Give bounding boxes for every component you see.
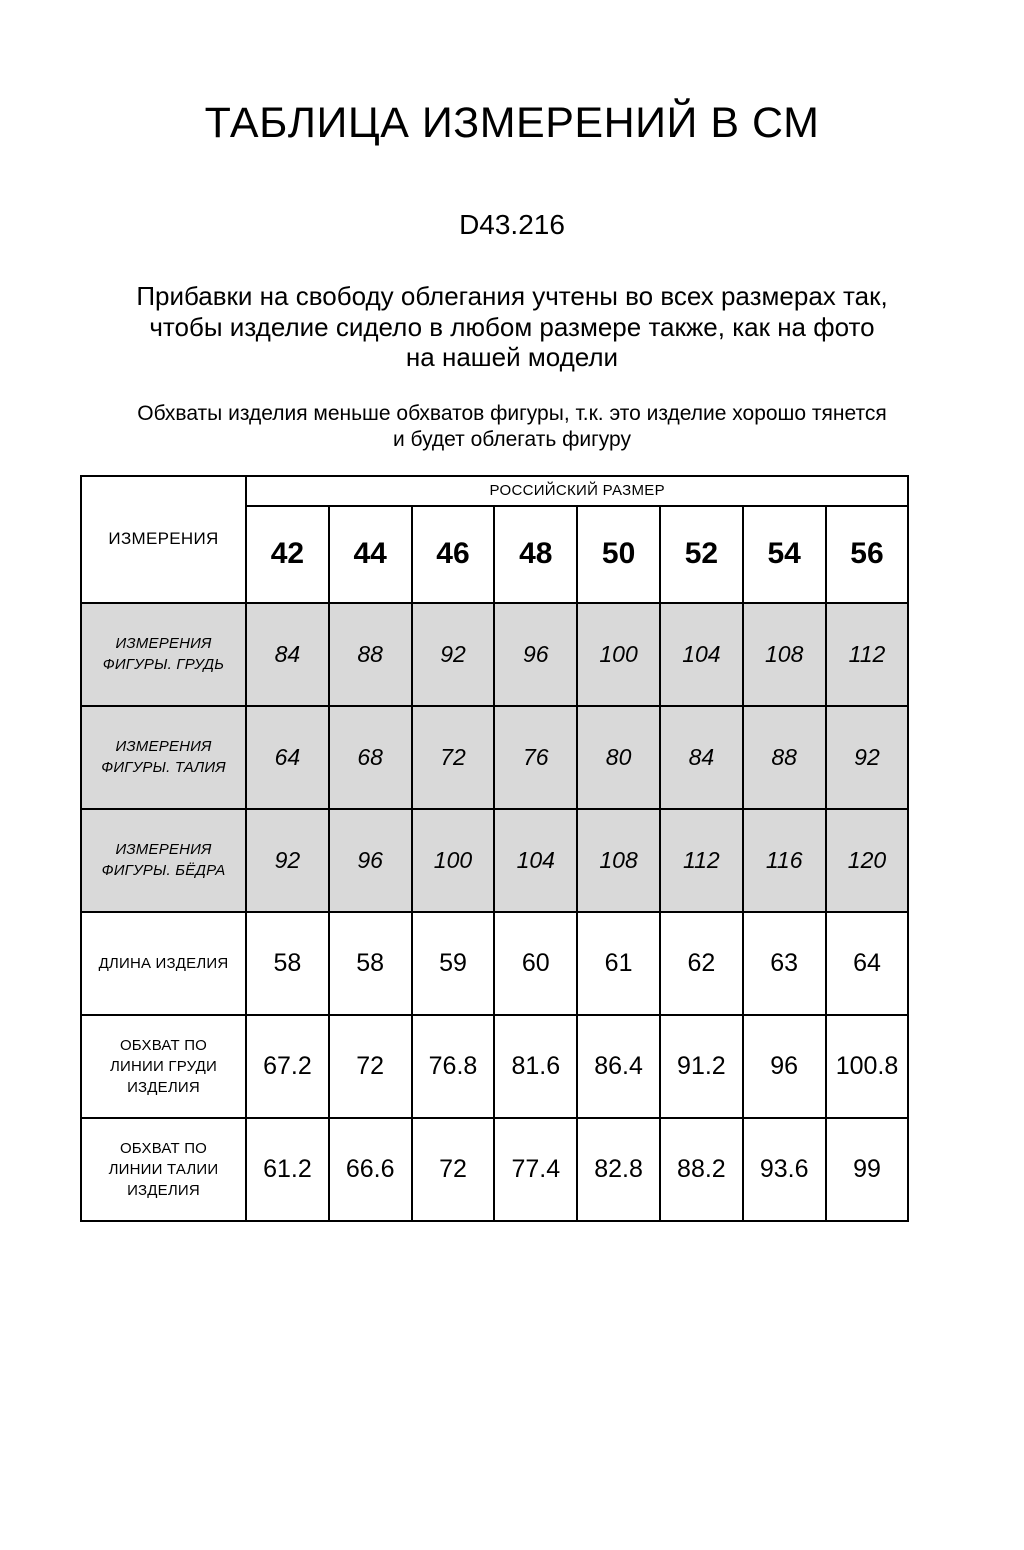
measurement-value: 96: [494, 603, 577, 706]
stretch-note-line: и будет облегать фигуру: [392, 427, 631, 451]
measurement-value: 112: [660, 809, 743, 912]
row-label: ИЗМЕРЕНИЯ ФИГУРЫ. ТАЛИЯ: [81, 706, 246, 809]
measurement-value: 112: [826, 603, 909, 706]
table-row-figure-chest: [81, 603, 908, 706]
size-column-header: 42: [246, 506, 329, 603]
measurement-value: 100.8: [826, 1015, 909, 1118]
fit-note: [0, 281, 1024, 373]
measurement-value: 120: [826, 809, 909, 912]
measurement-value: 99: [826, 1118, 909, 1221]
table-row-product-chest-girth: [81, 1015, 908, 1118]
measurement-value: 116: [743, 809, 826, 912]
size-chart-page: [0, 99, 1024, 1550]
size-column-header: 56: [826, 506, 909, 603]
measurement-value: 68: [329, 706, 412, 809]
size-column-header: 52: [660, 506, 743, 603]
table-row-product-waist-girth: [81, 1118, 908, 1221]
measurement-value: 104: [494, 809, 577, 912]
measurement-value: 58: [329, 912, 412, 1015]
measurement-value: 91.2: [660, 1015, 743, 1118]
measurement-value: 82.8: [577, 1118, 660, 1221]
measurement-value: 72: [412, 706, 495, 809]
fit-note-line: чтобы изделие сидело в любом размере также, как на фото: [149, 311, 875, 342]
measurement-value: 92: [826, 706, 909, 809]
measurement-value: 84: [246, 603, 329, 706]
measurement-value: 58: [246, 912, 329, 1015]
fit-note-line: на нашей модели: [405, 342, 619, 373]
measurement-value: 96: [329, 809, 412, 912]
measurement-value: 76: [494, 706, 577, 809]
measurement-value: 80: [577, 706, 660, 809]
table-row-product-length: [81, 912, 908, 1015]
table-row-figure-waist: [81, 706, 908, 809]
russian-size-header-cell: РОССИЙСКИЙ РАЗМЕР: [246, 476, 908, 506]
measurement-value: 100: [412, 809, 495, 912]
size-column-header: 54: [743, 506, 826, 603]
measurement-value: 108: [743, 603, 826, 706]
row-label: ОБХВАТ ПО ЛИНИИ ТАЛИИ ИЗДЕЛИЯ: [81, 1118, 246, 1221]
row-label: ИЗМЕРЕНИЯ ФИГУРЫ. БЁДРА: [81, 809, 246, 912]
measurements-header-cell: ИЗМЕРЕНИЯ: [81, 476, 246, 603]
measurement-value: 66.6: [329, 1118, 412, 1221]
measurement-value: 76.8: [412, 1015, 495, 1118]
stretch-note: [0, 401, 1024, 453]
measurement-value: 59: [412, 912, 495, 1015]
measurement-value: 64: [826, 912, 909, 1015]
measurement-value: 67.2: [246, 1015, 329, 1118]
page-title: ТАБЛИЦА ИЗМЕРЕНИЙ В СМ: [204, 99, 820, 147]
measurement-value: 72: [329, 1015, 412, 1118]
measurements-table: [80, 475, 909, 1222]
measurement-value: 88: [743, 706, 826, 809]
measurement-value: 108: [577, 809, 660, 912]
table-row-figure-hips: [81, 809, 908, 912]
measurement-value: 88: [329, 603, 412, 706]
row-label: ДЛИНА ИЗДЕЛИЯ: [81, 912, 246, 1015]
measurement-value: 81.6: [494, 1015, 577, 1118]
measurement-value: 104: [660, 603, 743, 706]
size-column-header: 46: [412, 506, 495, 603]
measurement-value: 92: [412, 603, 495, 706]
measurement-value: 64: [246, 706, 329, 809]
measurement-value: 61.2: [246, 1118, 329, 1221]
measurement-value: 96: [743, 1015, 826, 1118]
fit-note-line: Прибавки на свободу облегания учтены во всех размерах так,: [136, 281, 888, 311]
measurement-value: 84: [660, 706, 743, 809]
measurement-value: 92: [246, 809, 329, 912]
measurement-value: 100: [577, 603, 660, 706]
measurement-value: 72: [412, 1118, 495, 1221]
measurement-value: 61: [577, 912, 660, 1015]
size-column-header: 44: [329, 506, 412, 603]
measurement-value: 60: [494, 912, 577, 1015]
measurement-value: 88.2: [660, 1118, 743, 1221]
size-column-header: 50: [577, 506, 660, 603]
measurement-value: 77.4: [494, 1118, 577, 1221]
measurement-value: 63: [743, 912, 826, 1015]
measurement-value: 93.6: [743, 1118, 826, 1221]
row-label: ОБХВАТ ПО ЛИНИИ ГРУДИ ИЗДЕЛИЯ: [81, 1015, 246, 1118]
table-header-row: [81, 476, 908, 506]
size-column-header: 48: [494, 506, 577, 603]
measurement-value: 62: [660, 912, 743, 1015]
stretch-note-line: Обхваты изделия меньше обхватов фигуры, т.к. это изделие хорошо тянется: [137, 402, 887, 426]
row-label: ИЗМЕРЕНИЯ ФИГУРЫ. ГРУДЬ: [81, 603, 246, 706]
article-code: D43.216: [459, 209, 565, 240]
measurement-value: 86.4: [577, 1015, 660, 1118]
